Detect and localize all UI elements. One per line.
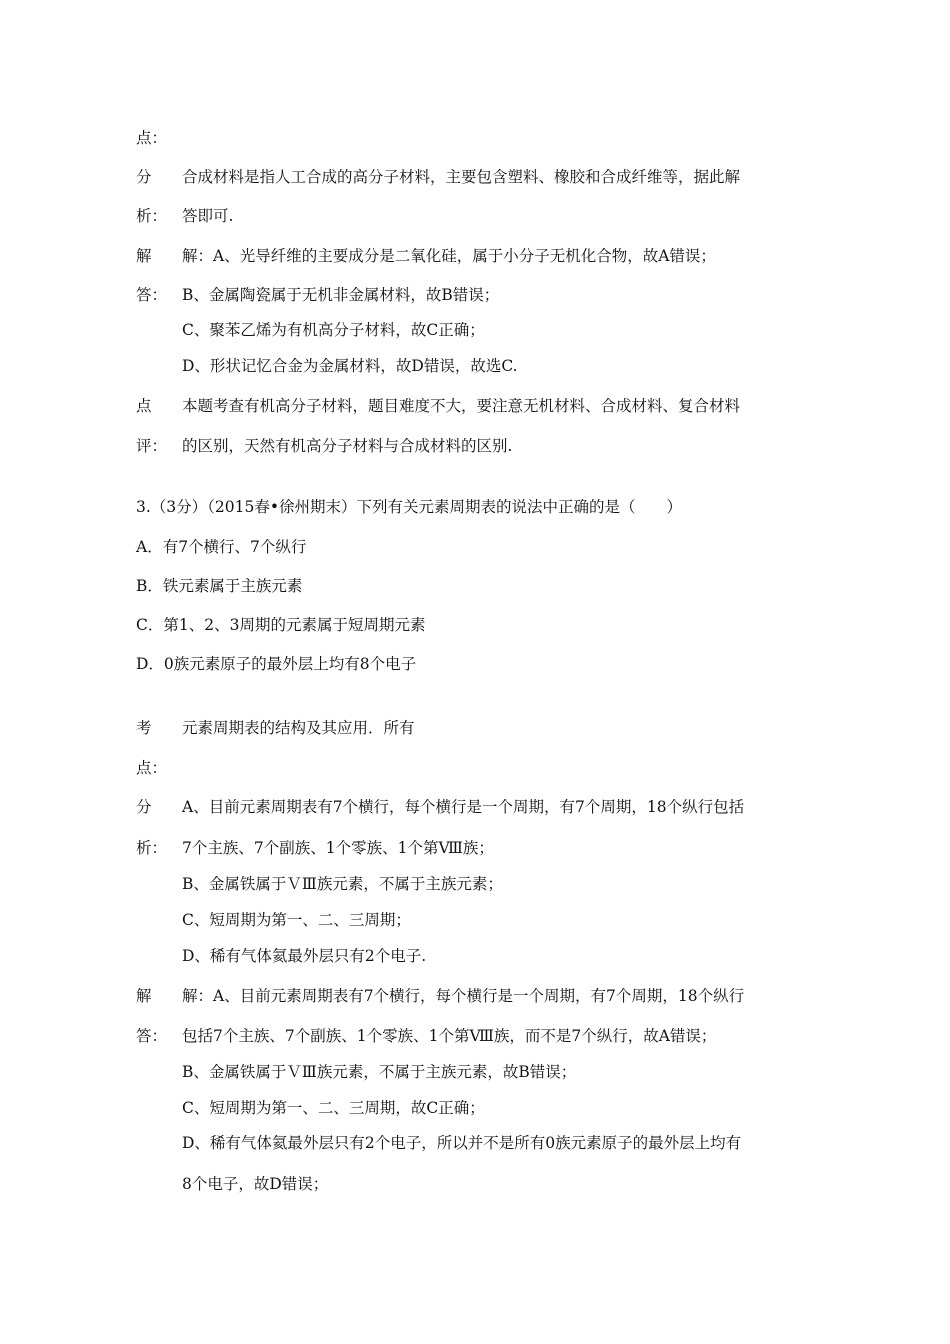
option-d: D．0族元素原子的最外层上均有8个电子 (136, 655, 417, 673)
kaodian-label-2: 点： (136, 759, 168, 777)
fenxi-line: 合成材料是指人工合成的高分子材料，主要包含塑料、橡胶和合成纤维等，据此解 (182, 168, 741, 186)
jieda-line: B、金属陶瓷属于无机非金属材料，故B错误； (182, 286, 500, 304)
jieda-label-2: 答： (136, 1027, 168, 1045)
jieda-label-2: 答： (136, 286, 168, 304)
jieda-line: 解：A、光导纤维的主要成分是二氧化硅，属于小分子无机化合物，故A错误； (182, 247, 716, 265)
option-a: A．有7个横行、7个纵行 (136, 538, 307, 556)
fenxi-label-2: 析： (136, 839, 168, 857)
fenxi-label-1: 分 (136, 798, 152, 816)
fenxi-line: D、稀有气体氦最外层只有2个电子. (182, 947, 427, 965)
jieda-line: 包括7个主族、7个副族、1个零族、1个第Ⅷ族，而不是7个纵行，故A错误； (182, 1027, 717, 1045)
kaodian-text: 元素周期表的结构及其应用．所有 (182, 719, 415, 737)
fenxi-line: A、目前元素周期表有7个横行，每个横行是一个周期，有7个周期，18个纵行包括 (182, 798, 745, 816)
fenxi-label-2: 析： (136, 207, 168, 225)
dianping-label-1: 点 (136, 397, 152, 415)
jieda-line: 解：A、目前元素周期表有7个横行，每个横行是一个周期，有7个周期，18个纵行 (182, 987, 745, 1005)
kaodian-label-tail: 点： (136, 129, 168, 147)
jieda-line: 8个电子，故D错误； (182, 1175, 329, 1193)
fenxi-label-1: 分 (136, 168, 152, 186)
dianping-line: 本题考查有机高分子材料，题目难度不大，要注意无机材料、合成材料、复合材料 (182, 397, 741, 415)
fenxi-line: B、金属铁属于ＶⅢ族元素，不属于主族元素； (182, 875, 503, 893)
jieda-line: D、稀有气体氦最外层只有2个电子，所以并不是所有0族元素原子的最外层上均有 (182, 1134, 742, 1152)
fenxi-line: C、短周期为第一、二、三周期； (182, 911, 411, 929)
kaodian-label-1: 考 (136, 719, 152, 737)
fenxi-line: 7个主族、7个副族、1个零族、1个第Ⅷ族； (182, 839, 494, 857)
option-c: C．第1、2、3周期的元素属于短周期元素 (136, 616, 426, 634)
dianping-label-2: 评： (136, 437, 168, 455)
jieda-label-1: 解 (136, 247, 152, 265)
jieda-line: C、聚苯乙烯为有机高分子材料，故C正确； (182, 321, 485, 339)
option-b: B．铁元素属于主族元素 (136, 577, 303, 595)
jieda-line: D、形状记忆合金为金属材料，故D错误，故选C. (182, 357, 518, 375)
jieda-label-1: 解 (136, 987, 152, 1005)
question-stem: 3.（3分）（2015春•徐州期末）下列有关元素周期表的说法中正确的是（ ） (136, 498, 682, 516)
fenxi-line: 答即可. (182, 207, 234, 225)
dianping-line: 的区别，天然有机高分子材料与合成材料的区别. (182, 437, 513, 455)
jieda-line: B、金属铁属于ＶⅢ族元素，不属于主族元素，故B错误； (182, 1063, 577, 1081)
jieda-line: C、短周期为第一、二、三周期，故C正确； (182, 1099, 485, 1117)
